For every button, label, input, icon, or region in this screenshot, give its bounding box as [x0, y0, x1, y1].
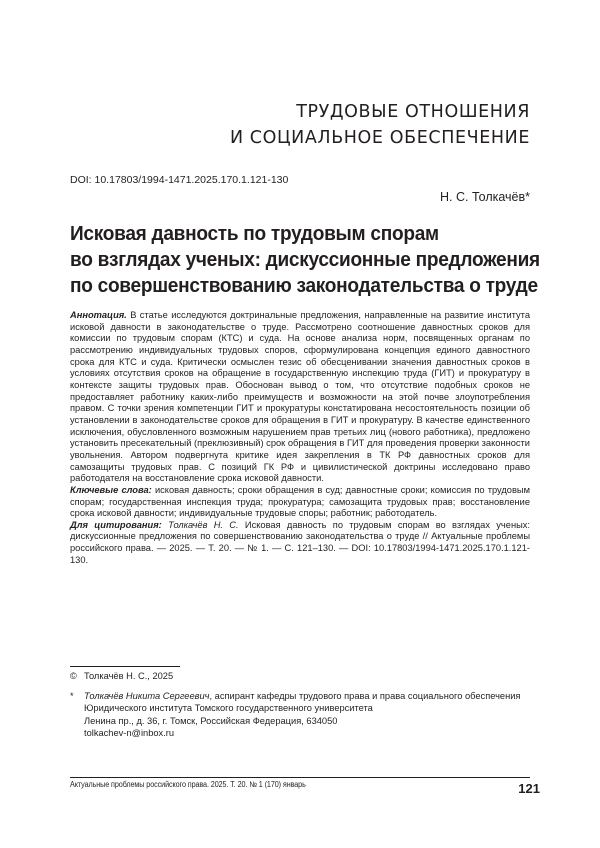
footnote-email[interactable]: tolkachev-n@inbox.ru: [70, 727, 520, 739]
copyright-text: Толкачёв Н. С., 2025: [84, 671, 173, 681]
citation-label: Для цитирования:: [70, 520, 162, 530]
article-title-line-1: Исковая давность по трудовым спорам: [70, 221, 507, 247]
footnote-address: Ленина пр., д. 36, г. Томск, Российская Федерация, 634050: [70, 715, 520, 727]
article-title-line-2: во взглядах ученых: дискуссионные предложения: [70, 247, 507, 273]
page-footer-divider: [70, 777, 530, 778]
author-name: Н. С. Толкачёв*: [440, 190, 530, 204]
copyright: [70, 671, 173, 681]
keywords: [70, 485, 530, 520]
citation-text: Исковая давность по трудовым спорам во взглядах ученых: дискуссионные предложения по совершенствованию законодательства о труде // Актуальные проблемы российского права. — 2025. — Т. 20. — № 1. — С. 121–130. — DOI: 10.17803/1994-1471.2025.170.1.121-130.: [70, 520, 530, 565]
section-title-line-1: ТРУДОВЫЕ ОТНОШЕНИЯ: [230, 99, 530, 125]
citation: [70, 520, 530, 567]
section-title: [230, 99, 530, 151]
footnote-author-name: Толкачёв Никита Сергеевич: [84, 691, 210, 701]
abstract-text: В статье исследуются доктринальные предложения, направленные на развитие института исковой давности в законодательстве о труде. Рассмотрено соотношение давностных сроков для комиссии по трудовым спорам (КТС) и суда. На основе анализа норм, посвященных органам по рассмотрению индивидуальных трудовых споров, сформулирована концепция единого давностного срока для КТС и суда. Критически осмыслен тезис об обесценивании значения давностных сроков в условиях отсутствия сроков на обращение в государственную инспекцию труда (ГИТ) и прокуратуру в контексте защиты трудовых прав. Обоснован вывод о том, что отсутствие подобных сроков не предоставляет работнику каких-либо преимуществ и возможности на этой почве злоупотребления правом. С точки зрения компетенции ГИТ и прокуратуры констатирована несостоятельность позиции об установлении в законодательстве сроков для обращения в ГИТ и прокуратуру. В качестве единственного исключения, обусловленного возможным нарушением прав третьих лиц (нового работника), предложено установить пресекательный (преклюзивный) срок обращения в ГИТ для проведения проверки законности увольнения. Автором подвергнута критике идея закрепления в ТК РФ давностных сроков для самозащиты трудовых прав. С позиций ГК РФ и цивилистической доктрины исследовано право работодателя на восстановление срока исковой давности.: [70, 310, 530, 483]
author-footnote: [70, 690, 520, 739]
copyright-symbol: ©: [70, 671, 84, 681]
abstract: [70, 310, 530, 485]
footnote-line-1: [70, 690, 520, 702]
citation-author: Толкачёв Н. С.: [162, 520, 239, 530]
doi[interactable]: DOI: 10.17803/1994-1471.2025.170.1.121-130: [70, 174, 288, 186]
keywords-text: исковая давность; сроки обращения в суд; давностные сроки; комиссия по трудовым спорам; государственная инспекция труда; прокуратура; самозащита трудовых прав; восстановление срока исковой давности; индивидуальные трудовые споры; работник; работодатель.: [70, 485, 530, 518]
page-number: 121: [518, 781, 540, 796]
journal-footer: Актуальные проблемы российского права. 2025. Т. 20. № 1 (170) январь: [70, 780, 306, 789]
footnote-affiliation: Юридического института Томского государственного университета: [70, 702, 520, 714]
keywords-label: Ключевые слова:: [70, 485, 152, 495]
footnote-author-position: , аспирант кафедры трудового права и права социального обеспечения: [210, 691, 521, 701]
footnote-asterisk: *: [70, 690, 84, 702]
article-title-line-3: по совершенствованию законодательства о труде: [70, 273, 507, 299]
article-title: [70, 221, 507, 299]
abstract-label: Аннотация.: [70, 310, 127, 320]
abstract-block: [70, 310, 530, 566]
footnote-divider: [70, 666, 180, 667]
section-title-line-2: И СОЦИАЛЬНОЕ ОБЕСПЕЧЕНИЕ: [230, 125, 530, 151]
